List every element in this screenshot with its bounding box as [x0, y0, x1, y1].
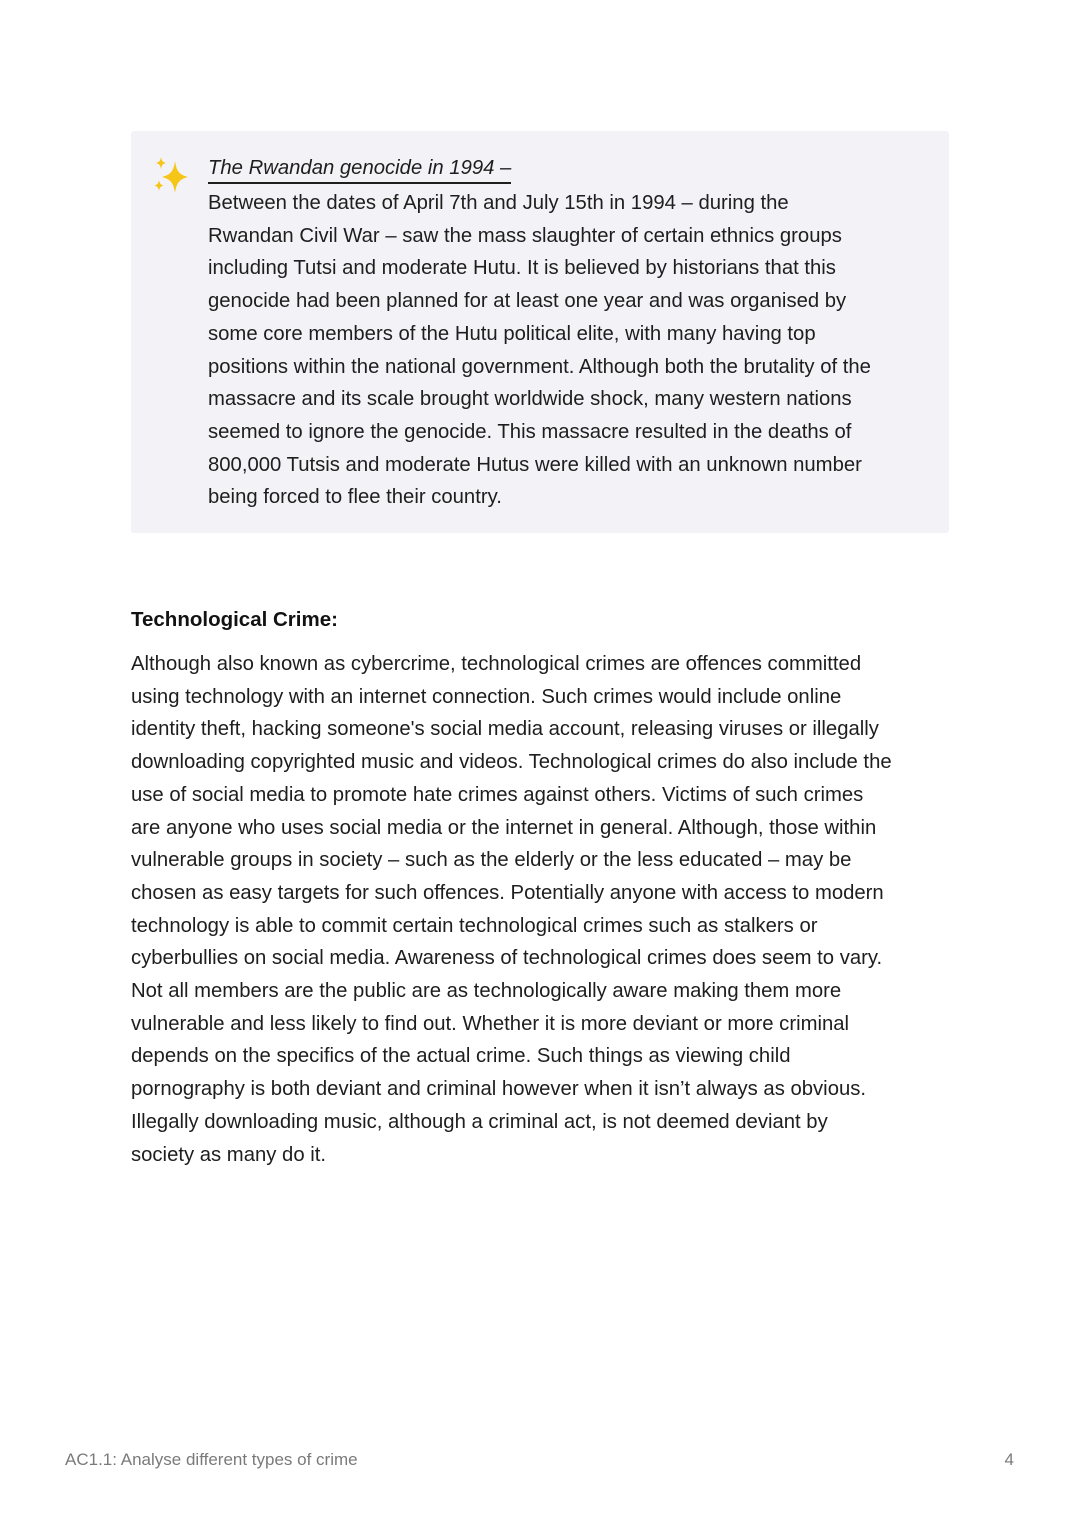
callout-text-line: Rwandan Civil War – saw the mass slaughter of certain ethnics groups — [208, 224, 842, 247]
callout-text-line: genocide had been planned for at least one year and was organised by — [208, 290, 847, 313]
callout-text-line: some core members of the Hutu political elite, with many having top — [208, 322, 816, 345]
paragraph-line: depends on the specifics of the actual crime. Such things as viewing child — [131, 1045, 791, 1068]
callout-title: The Rwandan genocide in 1994 – — [208, 154, 511, 184]
paragraph-line: pornography is both deviant and criminal however when it isn’t always as obvious. — [131, 1078, 867, 1101]
sparkles-icon — [150, 155, 194, 199]
paragraph-line: vulnerable groups in society – such as the elderly or the less educated – may be — [131, 849, 852, 872]
paragraph-line: using technology with an internet connection. Such crimes would include online — [131, 685, 842, 708]
paragraph-line: society as many do it. — [131, 1143, 327, 1166]
paragraph-line: Not all members are the public are as technologically aware making them more — [131, 980, 842, 1003]
section-heading: Technological Crime: — [131, 608, 338, 631]
paragraph-line: chosen as easy targets for such offences. Potentially anyone with access to modern — [131, 881, 884, 904]
section-paragraph — [131, 648, 961, 1171]
paragraph-line: cyberbullies on social media. Awareness of technological crimes does seem to vary. — [131, 947, 883, 970]
callout-text-line: being forced to flee their country. — [208, 486, 502, 509]
callout-text-line: seemed to ignore the genocide. This massacre resulted in the deaths of — [208, 420, 852, 443]
paragraph-line: Illegally downloading music, although a criminal act, is not deemed deviant by — [131, 1110, 828, 1133]
callout-text-line: massacre and its scale brought worldwide shock, many western nations — [208, 388, 852, 411]
callout-text-line: positions within the national government. Although both the brutality of the — [208, 355, 871, 378]
footer-title: AC1.1: Analyse different types of crime — [65, 1450, 358, 1469]
paragraph-line: downloading copyrighted music and videos. Technological crimes do also include the — [131, 751, 892, 774]
paragraph-line: are anyone who uses social media or the internet in general. Although, those within — [131, 816, 877, 839]
paragraph-line: Although also known as cybercrime, technological crimes are offences committed — [131, 653, 862, 675]
callout-text-line: 800,000 Tutsis and moderate Hutus were killed with an unknown number — [208, 453, 862, 476]
paragraph-line: vulnerable and less likely to find out. Whether it is more deviant or more criminal — [131, 1012, 850, 1035]
page-number: 4 — [1004, 1450, 1014, 1469]
callout-content — [208, 152, 938, 514]
paragraph-line: use of social media to promote hate crimes against others. Victims of such crimes — [131, 783, 864, 806]
paragraph-line: identity theft, hacking someone's social media account, releasing viruses or illegally — [131, 718, 879, 741]
paragraph-line: technology is able to commit certain technological crimes such as stalkers or — [131, 914, 818, 937]
callout-text-line: Between the dates of April 7th and July 15th in 1994 – during the — [208, 192, 789, 214]
callout-text-line: including Tutsi and moderate Hutu. It is believed by historians that this — [208, 257, 836, 280]
